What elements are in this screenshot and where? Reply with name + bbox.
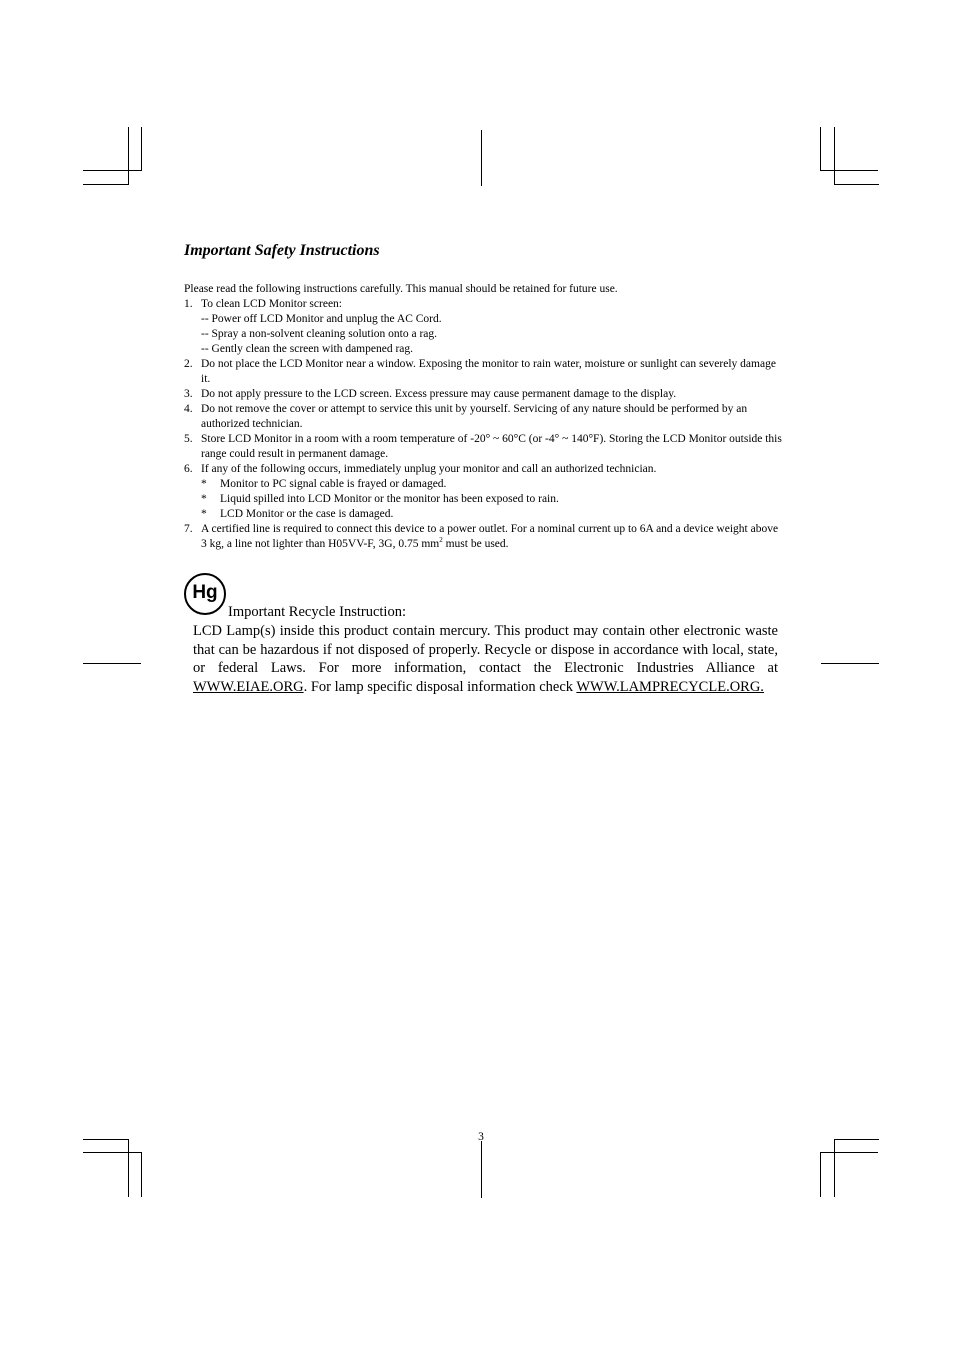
superscript: 2: [439, 536, 443, 545]
crop-mark: [83, 184, 129, 185]
asterisk-bullet: *: [201, 478, 207, 490]
intro-text: Please read the following instructions carefully. This manual should be retained for future use.: [184, 283, 618, 295]
crop-mark: [834, 1139, 835, 1197]
mercury-hg-icon: [184, 573, 226, 615]
crop-mark: [834, 184, 879, 185]
item-number: 3.: [184, 388, 193, 400]
asterisk-bullet: *: [201, 493, 207, 505]
bullet-item: * Monitor to PC signal cable is frayed or damaged.: [201, 478, 447, 490]
crop-mark: [83, 1139, 129, 1140]
crop-mark: [141, 127, 142, 171]
crop-mark: [128, 127, 129, 185]
bullet-item: * Liquid spilled into LCD Monitor or the monitor has been exposed to rain.: [201, 493, 559, 505]
sub-item: -- Gently clean the screen with dampened rag.: [201, 343, 414, 355]
crop-mark: [820, 1152, 821, 1197]
crop-mark: [481, 130, 482, 186]
crop-mark: [83, 170, 141, 171]
list-item: [184, 432, 784, 462]
list-item: [184, 387, 784, 402]
recycle-title: Important Recycle Instruction:: [228, 604, 406, 620]
item-text: To clean LCD Monitor screen:: [201, 298, 342, 310]
item-number: 5.: [184, 433, 193, 445]
crop-mark: [834, 1139, 879, 1140]
item-text: If any of the following occurs, immediately unplug your monitor and call an authorized technician.: [201, 463, 657, 475]
eiae-link[interactable]: WWW.EIAE.ORG: [193, 678, 304, 695]
sub-item: -- Power off LCD Monitor and unplug the AC Cord.: [201, 313, 442, 325]
crop-mark: [820, 1152, 878, 1153]
item-number: 6.: [184, 463, 193, 475]
hg-label: Hg: [192, 582, 218, 603]
sub-item: -- Spray a non-solvent cleaning solution onto a rag.: [201, 328, 438, 340]
crop-mark: [820, 170, 878, 171]
item-text: A certified line is required to connect this device to a power outlet. For a nominal current up to 6A and a device weight above 3 kg, a line not lighter than H05VV-F, 3G, 0.75 mm: [201, 523, 779, 550]
list-item: [184, 402, 784, 432]
page-number: 3: [478, 1131, 484, 1143]
crop-mark: [834, 127, 835, 185]
item-text-end: must be used.: [442, 538, 509, 550]
page-title: Important Safety Instructions: [184, 242, 380, 259]
crop-mark: [820, 127, 821, 171]
item-text: Do not apply pressure to the LCD screen. Excess pressure may cause permanent damage to the display.: [201, 388, 677, 400]
item-number: 7.: [184, 523, 193, 535]
list-item: [184, 522, 784, 552]
crop-mark: [128, 1139, 129, 1197]
crop-mark: [141, 1152, 142, 1197]
crop-mark: [481, 1141, 482, 1198]
item-number: 4.: [184, 403, 193, 415]
list-item: [184, 297, 784, 357]
item-text: Store LCD Monitor in a room with a room temperature of -20° ~ 60°C (or -4° ~ 140°F). Storing the LCD Monitor outside this range could result in permanent damage.: [201, 433, 782, 460]
safety-instructions-list: [184, 297, 784, 552]
item-number: 1.: [184, 298, 193, 310]
asterisk-bullet: *: [201, 508, 207, 520]
lamprecycle-link[interactable]: WWW.LAMPRECYCLE.ORG.: [576, 678, 764, 695]
recycle-body: LCD Lamp(s) inside this product contain mercury. This product may contain other electronic waste that can be hazardous if not disposed of properly. Recycle or dispose in accordance with local, state, or federal Laws. For more information, contact the Electronic Industries Alliance at WWW.EIAE.ORG. For lamp specific disposal information check WWW.LAMPRECYCLE.ORG.: [193, 623, 778, 695]
list-item: [184, 462, 784, 522]
list-item: [184, 357, 784, 387]
crop-mark: [83, 663, 141, 664]
item-number: 2.: [184, 358, 193, 370]
bullet-item: * LCD Monitor or the case is damaged.: [201, 508, 394, 520]
item-text: Do not remove the cover or attempt to service this unit by yourself. Servicing of any nature should be performed by an authorized technician.: [201, 403, 748, 430]
crop-mark: [83, 1152, 141, 1153]
crop-mark: [821, 663, 879, 664]
item-text: Do not place the LCD Monitor near a window. Exposing the monitor to rain water, moisture or sunlight can severely damage it.: [201, 358, 776, 385]
